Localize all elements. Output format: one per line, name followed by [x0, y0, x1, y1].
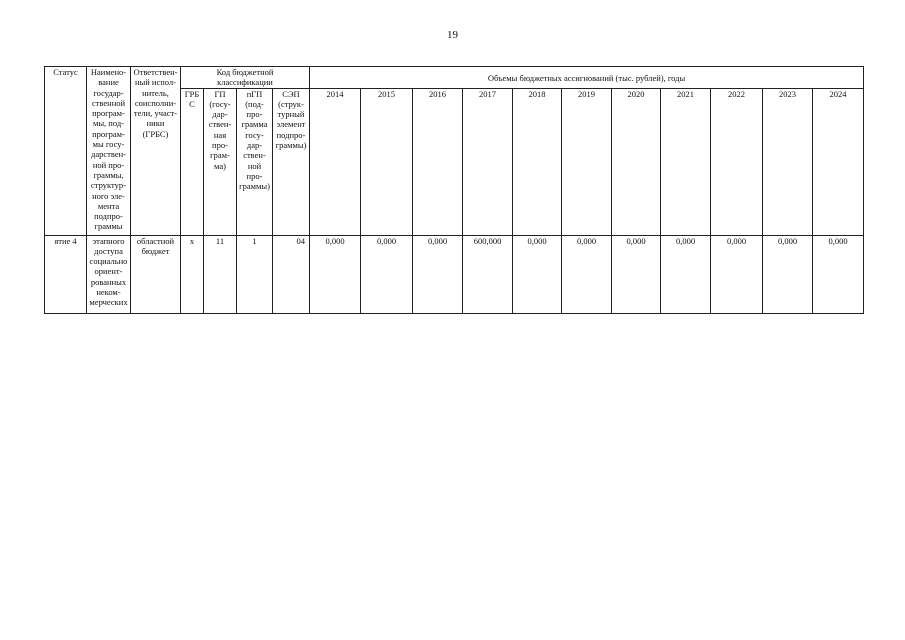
row-gp: 11 [204, 235, 237, 313]
row-value-2014: 0,000 [310, 235, 361, 313]
row-value-2023: 0,000 [763, 235, 813, 313]
table-row [45, 235, 864, 313]
row-value-2024: 0,000 [813, 235, 864, 313]
row-responsible: областной бюджет [131, 235, 181, 313]
header-year-2023: 2023 [763, 88, 813, 235]
row-value-2015: 0,000 [361, 235, 413, 313]
header-budget-code-group: Код бюджетной классификации [181, 67, 310, 89]
row-pgp: 1 [237, 235, 273, 313]
row-name: этапного доступа социально ориент- рованных неком- мерческих [87, 235, 131, 313]
header-year-2014: 2014 [310, 88, 361, 235]
header-grbs: ГРБ С [181, 88, 204, 235]
header-responsible: Ответствен- ный испол- нитель, соисполни- тели, участ- ники (ГРБС) [131, 67, 181, 236]
row-value-2022: 0,000 [711, 235, 763, 313]
header-year-2019: 2019 [562, 88, 612, 235]
row-status: ятие 4 [45, 235, 87, 313]
row-value-2018: 0,000 [513, 235, 562, 313]
row-sep: 04 [273, 235, 310, 313]
header-pgp: пГП (под- про- грамма госу- дар- ствен- ной про- граммы) [237, 88, 273, 235]
page-number: 19 [447, 29, 458, 41]
row-value-2016: 0,000 [413, 235, 463, 313]
header-allocations-group: Объемы бюджетных ассигнований (тыс. рублей), годы [310, 67, 864, 89]
header-year-2018: 2018 [513, 88, 562, 235]
row-value-2020: 0,000 [612, 235, 661, 313]
row-grbs: х [181, 235, 204, 313]
row-value-2017: 600,000 [463, 235, 513, 313]
budget-table [44, 66, 864, 314]
row-value-2021: 0,000 [661, 235, 711, 313]
header-year-2017: 2017 [463, 88, 513, 235]
header-year-2022: 2022 [711, 88, 763, 235]
header-name: Наимено- вание государ- ственной програм- мы, под- програм- мы госу- дарствен- ной про- граммы, структур- ного эле- мента подпро- граммы [87, 67, 131, 236]
header-year-2021: 2021 [661, 88, 711, 235]
header-status: Статус [45, 67, 87, 236]
header-year-2020: 2020 [612, 88, 661, 235]
header-sep: СЭП (струк- турный элемент подпро- граммы) [273, 88, 310, 235]
header-year-2015: 2015 [361, 88, 413, 235]
header-year-2016: 2016 [413, 88, 463, 235]
row-value-2019: 0,000 [562, 235, 612, 313]
header-year-2024: 2024 [813, 88, 864, 235]
header-gp: ГП (госу- дар- ствен- ная про- грам- ма) [204, 88, 237, 235]
